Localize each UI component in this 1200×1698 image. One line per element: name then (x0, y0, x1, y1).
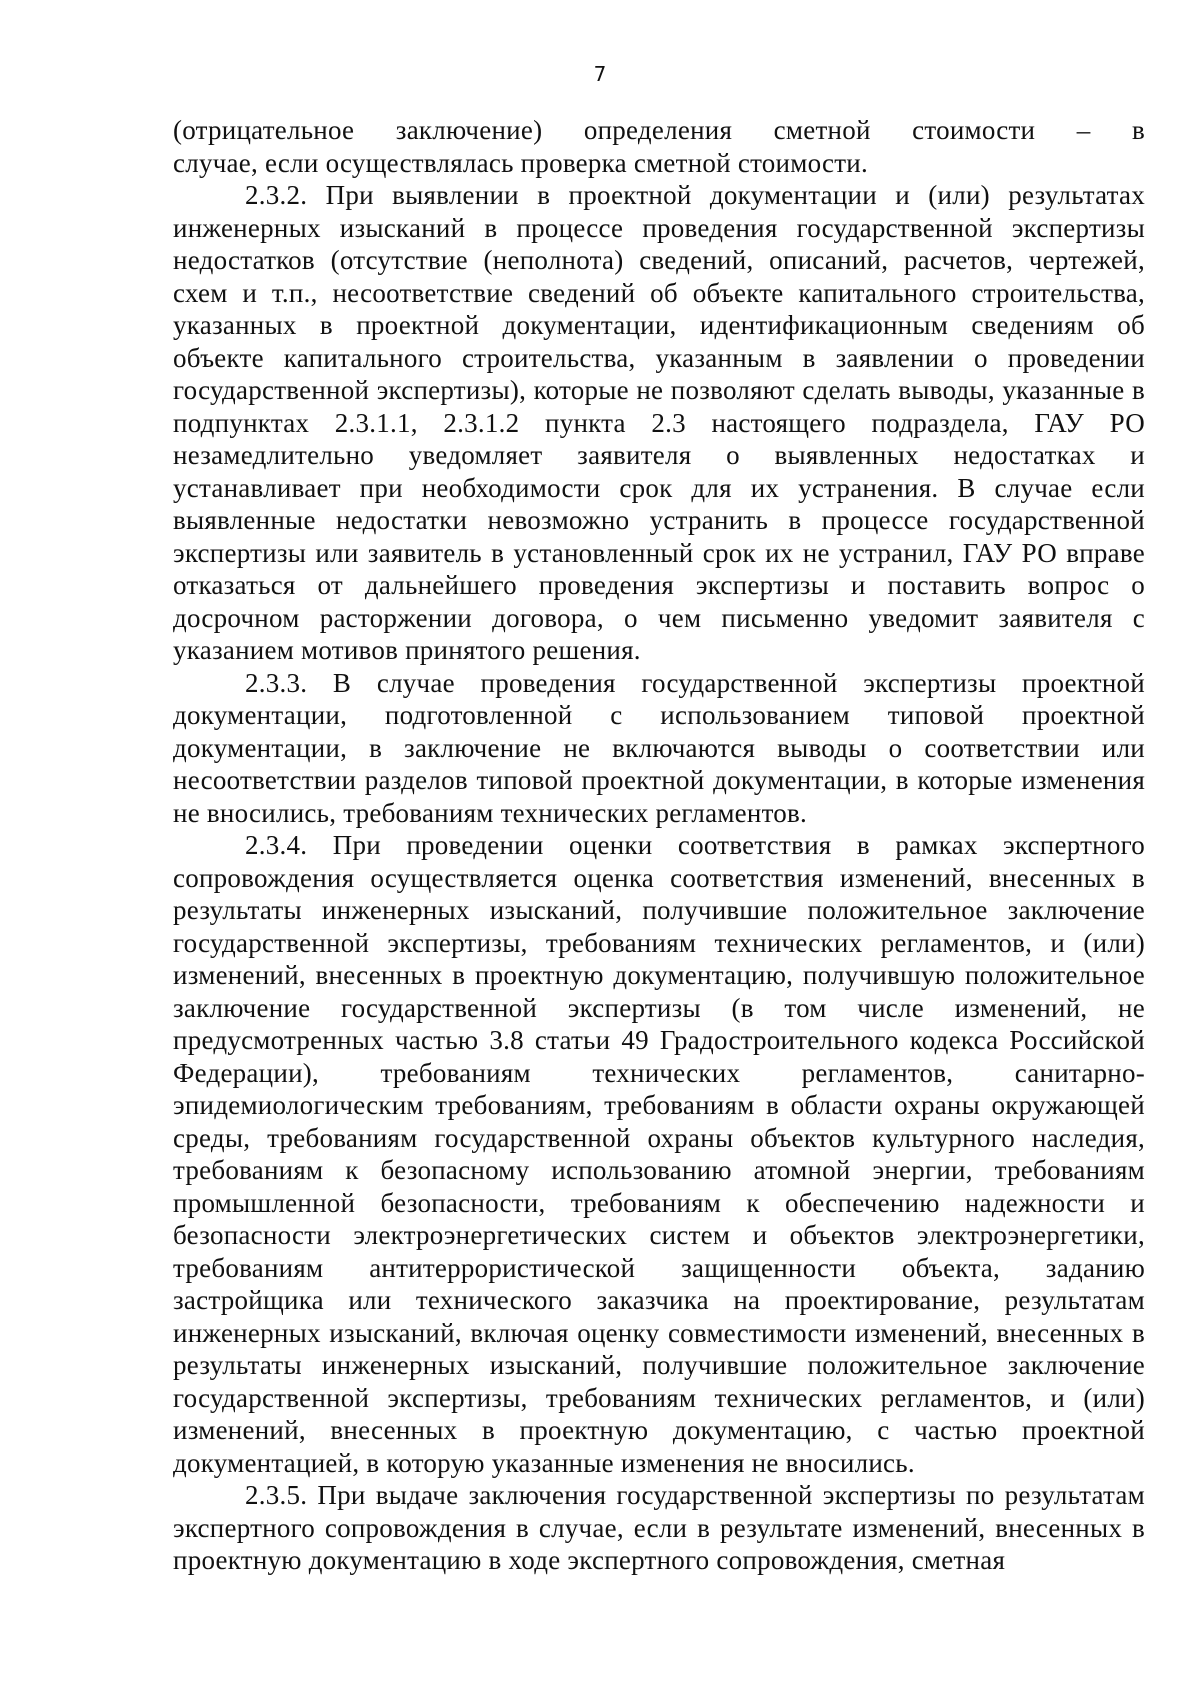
paragraph-text: При выдаче заключения государственной экспертизы по результатам экспертного сопровождения в случае, если в результате изменений, внесенных в проектную документацию в ходе экспертного сопровождения, сметная (173, 1480, 1145, 1575)
paragraph-text: При проведении оценки соответствия в рамках экспертного сопровождения осуществляется оценка соответствия изменений, внесенных в результаты инженерных изысканий, получившие положительное заключение государственной экспертизы, требованиям технических регламентов, и (или) изменений, внесенных в проектную документацию, получившую положительное заключение государственной экспертизы (в том числе изменений, не предусмотренных частью 3.8 статьи 49 Градостроительного кодекса Российской Федерации), требованиям технических регламентов, санитарно-эпидемиологическим требованиям, требованиям в области охраны окружающей среды, требованиям государственной охраны объектов культурного наследия, требованиям к безопасному использованию атомной энергии, требованиям промышленной безопасности, требованиям к обеспечению надежности и безопасности электроэнергетических систем и объектов электроэнергетики, требованиям антитеррористической защищенности объекта, заданию застройщика или технического заказчика на проектирование, результатам инженерных изысканий, включая оценку совместимости изменений, внесенных в результаты инженерных изысканий, получившие положительное заключение государственной экспертизы, требованиям технических регламентов, и (или) изменений, внесенных в проектную документацию, с частью проектной документацией, в которую указанные изменения не вносились. (173, 830, 1146, 1478)
page-number: 7 (593, 62, 607, 86)
paragraph-number: 2.3.4. (245, 830, 308, 860)
continuation-paragraph (173, 114, 1145, 179)
paragraph-2-3-5 (173, 1479, 1145, 1577)
document-body (173, 114, 1145, 1577)
continuation-line-1 (173, 114, 1145, 147)
paragraph-number: 2.3.2. (245, 180, 308, 210)
paragraph-text: При выявлении в проектной документации и (или) результатах инженерных изысканий в процессе проведения государственной экспертизы недостатков (отсутствие (неполнота) сведений, описаний, расчетов, чертежей, схем и т.п., несоответствие сведений об объекте капитального строительства, указанных в проектной документации, идентификационным сведениям об объекте капитального строительства, указанным в заявлении о проведении государственной экспертизы), которые не позволяют сделать выводы, указанные в подпунктах 2.3.1.1, 2.3.1.2 пункта 2.3 настоящего подраздела, ГАУ РО незамедлительно уведомляет заявителя о выявленных недостатках и устанавливает при необходимости срок для их устранения. В случае если выявленные недостатки невозможно устранить в процессе государственной экспертизы или заявитель в установленный срок их не устранил, ГАУ РО вправе отказаться от дальнейшего проведения экспертизы и поставить вопрос о досрочном расторжении договора, о чем письменно уведомит заявителя с указанием мотивов принятого решения. (173, 180, 1146, 665)
continuation-line-2: случае, если осуществлялась проверка сметной стоимости. (173, 147, 868, 178)
paragraph-2-3-4 (173, 829, 1145, 1479)
paragraph-2-3-3 (173, 667, 1145, 830)
paragraph-number: 2.3.3. (245, 667, 308, 698)
paragraph-text: В случае проведения государственной экспертизы проектной документации, подготовленной с использованием типовой проектной документации, в заключение не включаются выводы о соответствии или несоответствии разделов типовой проектной документации, в которые изменения не вносились, требованиям технических регламентов. (173, 667, 1145, 828)
continuation-line-1-text: (отрицательное заключение) определения сметной стоимости – в (173, 115, 1145, 145)
paragraph-number: 2.3.5. (245, 1480, 308, 1510)
paragraph-2-3-2 (173, 179, 1145, 667)
